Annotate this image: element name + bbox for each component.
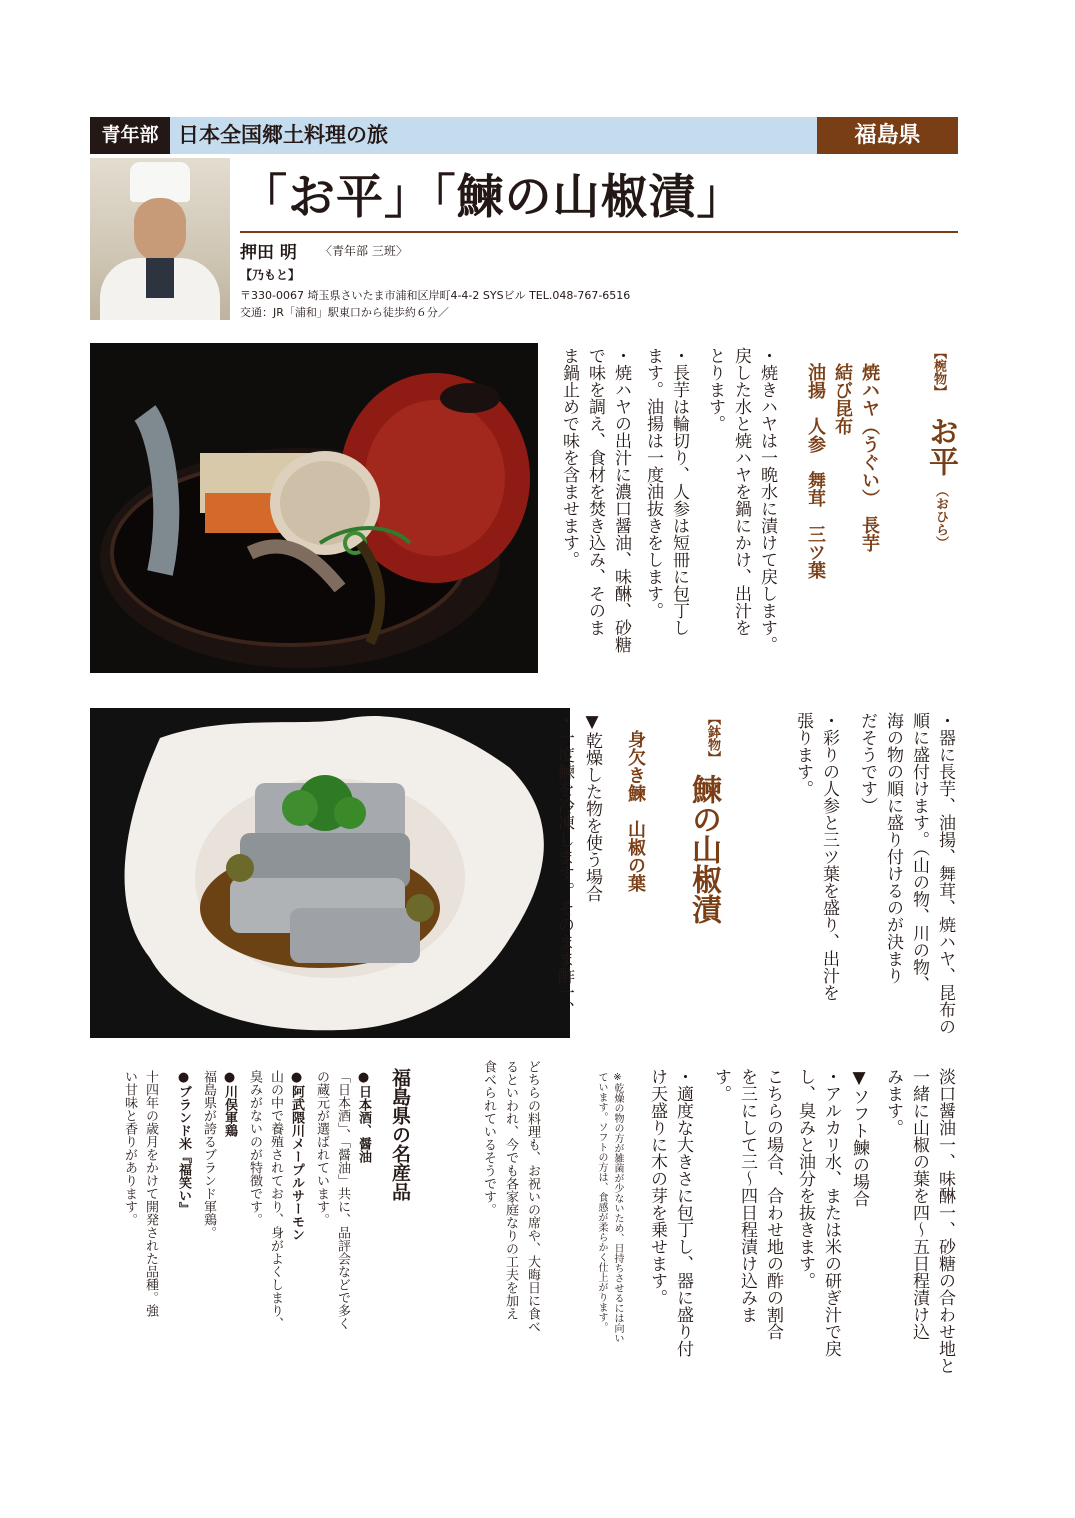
dish1-step: ・長芋は輪切り、人参は短冊に包丁し (669, 347, 689, 636)
chef-tie (146, 258, 174, 298)
dish1-ingredients-1: 焼ハヤ（うぐい） 長芋 (859, 363, 880, 552)
dish1-step: 戻した水と焼ハヤを鍋にかけ、出汁を (731, 347, 751, 636)
dish2-note: ています。ソフトの方は、食感が柔らかく仕上がります。 (596, 1072, 607, 1332)
dish1-name: お平 (923, 416, 958, 476)
dish1-step: ・器に長芋、油揚、舞茸、焼ハヤ、昆布の (935, 712, 955, 1035)
dish2-step: ・一度鰊を冷凍します。そのまま酢一、 (554, 712, 574, 1018)
dish2-step: を三にして三〜四日程漬け込みま (737, 1068, 757, 1323)
specialty-line: 「日本酒」、「醤油」共に、品評会などで多く (335, 1070, 350, 1330)
shop-name: 【乃もと】 (240, 268, 301, 282)
dish1-step: ます。油揚は一度油抜きをします。 (643, 347, 663, 619)
dish2-step: け天盛りに木の芽を乗せます。 (647, 1068, 667, 1306)
dish1-step: とります。 (705, 347, 725, 432)
dish1-label: 【椀物】 (931, 346, 946, 398)
dish2-label: 【鉢物】 (705, 712, 720, 764)
dish2-step: みます。 (883, 1068, 903, 1136)
dish2-step: す。 (711, 1068, 731, 1102)
page-title: 「お平」「鰊の山椒漬」 (240, 170, 745, 225)
dish1-step: ・焼ハヤの出汁に濃口醤油、味醂、砂糖 (611, 347, 631, 653)
specialty-line: 山の中で養殖されており、身がよくしまり、 (268, 1070, 283, 1330)
shop-access: 交通：JR「浦和」駅東口から徒歩約６分／ (240, 306, 449, 319)
specialty-item: ●日本酒、醤油 (356, 1070, 371, 1163)
specialty-line: 福島県が誇るブランド軍鶏。 (201, 1070, 216, 1239)
prefecture-badge: 福島県 (817, 117, 958, 154)
dish2-step: し、臭みと油分を抜きます。 (795, 1068, 815, 1289)
nishin-illustration (90, 708, 574, 1038)
dish2-ingredients: 身欠き鰊 山椒の葉 (625, 730, 646, 892)
chef-portrait (90, 158, 230, 320)
author-group: 〈青年部 三班〉 (320, 244, 408, 258)
specialty-item: ●ブランド米『福笑い』 (176, 1070, 191, 1215)
specialties-title: 福島県の名産品 (389, 1068, 411, 1201)
specialty-line: の蔵元が選ばれています。 (314, 1070, 329, 1226)
dish1-reading: （おひら） (933, 484, 948, 549)
dish1-step: で味を調え、食材を焚き込み、そのま (585, 347, 605, 636)
dish2-step: こちらの場合、合わせ地の酢の割合 (763, 1068, 783, 1340)
dish1-step: だそうです） (857, 712, 877, 814)
dish1-ingredients-2: 結び昆布 (832, 363, 853, 435)
closing-text: どちらの料理も、お祝いの席や、大晦日に食べ (525, 1060, 540, 1333)
dish1-step: 張ります。 (793, 712, 813, 797)
specialty-line: 臭みがないのが特徴です。 (247, 1070, 262, 1226)
dish2-name: 鰊の山椒漬 (686, 774, 721, 924)
title-rule (240, 231, 958, 233)
dish1-step: ・焼きハヤは一晩水に漬けて戻します。 (757, 347, 777, 653)
chef-face (134, 198, 186, 262)
ohira-illustration (90, 343, 538, 673)
ohira-photo (90, 343, 538, 673)
specialty-line: 十四年の歳月をかけて開発された品種。強 (143, 1070, 158, 1317)
nishin-photo (90, 708, 574, 1038)
dish1-step: ・彩りの人参と三ツ葉を盛り、出汁を (819, 712, 839, 1001)
dish1-step: ま鍋止めで味を含ませます。 (559, 347, 579, 568)
dish2-step: ▼ソフト鰊の場合 (849, 1068, 869, 1207)
closing-text: 食べられているそうです。 (481, 1060, 496, 1216)
series-title: 日本全国郷土料理の旅 (178, 123, 388, 147)
specialty-item: ●阿武隈川メープルサーモン (289, 1070, 304, 1241)
specialty-item: ●川俣軍鶏 (222, 1070, 237, 1137)
chef-hat (130, 162, 190, 202)
closing-text: るといわれ、今でも各家庭なりの工夫を加え (503, 1060, 518, 1320)
dish2-note: ※乾燥の物の方が雑菌が少ないため、日持ちさせるには向い (612, 1072, 623, 1343)
dish1-ingredients-3: 油揚 人参 舞茸 三ツ葉 (805, 363, 826, 579)
dish2-step: ・適度な大きさに包丁し、器に盛り付 (673, 1068, 693, 1357)
dish2-step: ▼乾燥した物を使う場合 (582, 712, 602, 902)
specialty-line: い甘味と香りがあります。 (122, 1070, 137, 1226)
dish2-step: ・アルカリ水、または米の研ぎ汁で戻 (821, 1068, 841, 1357)
dept-tag: 青年部 (90, 117, 170, 154)
dish1-step: 海の物の順に盛り付けるのが決まり (883, 712, 903, 984)
author-name: 押田 明 (240, 243, 297, 263)
shop-address: 〒330-0067 埼玉県さいたま市浦和区岸町4-4-2 SYSビル TEL.048-767-6516 (240, 289, 631, 302)
dish2-step: 淡口醤油一、味醂一、砂糖の合わせ地と (935, 1068, 955, 1374)
dish1-step: 順に盛付けます。（山の物、川の物、 (909, 712, 929, 993)
dish2-step: 一緒に山椒の葉を四〜五日程漬け込 (909, 1068, 929, 1340)
